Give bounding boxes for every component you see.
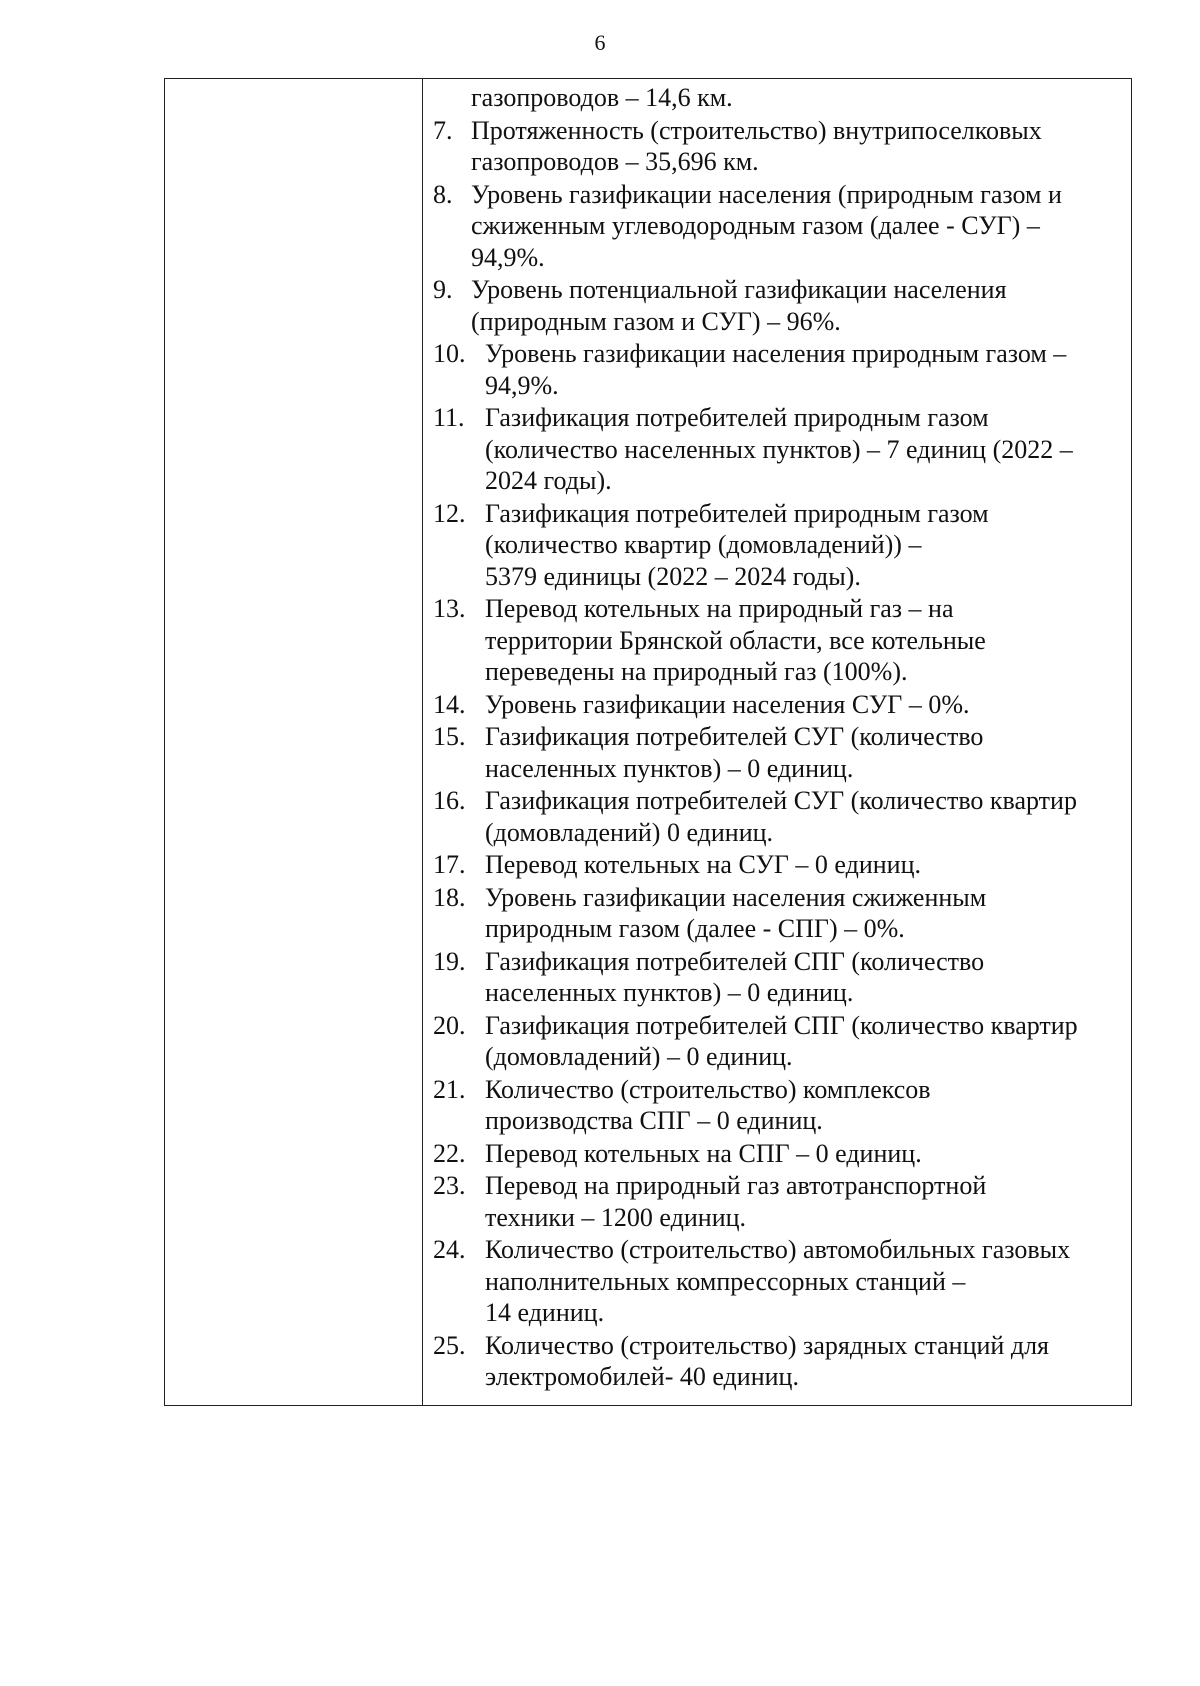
item-text-line: 94,9%.: [471, 242, 545, 272]
page-number: 6: [594, 30, 606, 55]
item-text-line: Перевод котельных на СПГ – 0 единиц.: [485, 1138, 922, 1168]
item-number: 9.: [433, 275, 453, 304]
list-item: [423, 689, 1123, 721]
item-text-line: Протяженность (строительство) внутрипоселковых: [471, 115, 1042, 145]
item-text-line: электромобилей- 40 единиц.: [485, 1362, 799, 1391]
item-text-line: 94,9%.: [485, 370, 559, 400]
item-number: 12.: [433, 498, 466, 528]
item-number: 21.: [433, 1074, 466, 1104]
item-text-line: производства СПГ – 0 единиц.: [485, 1106, 823, 1135]
item-number: 19.: [433, 946, 466, 976]
list-item: [423, 402, 1123, 497]
list-item: [423, 882, 1123, 945]
item-number: 23.: [433, 1171, 466, 1200]
item-text-line: техники – 1200 единиц.: [485, 1202, 747, 1232]
item-text-line: (домовладений) – 0 единиц.: [485, 1042, 793, 1071]
document-table: [164, 78, 1132, 1406]
item-number: 13.: [433, 594, 466, 623]
list-item: [423, 593, 1123, 688]
item-number: 24.: [433, 1235, 466, 1264]
list-item: [423, 1074, 1123, 1137]
list-item: [423, 338, 1123, 401]
item-text-line: Количество (строительство) зарядных станций для: [485, 1330, 1050, 1360]
item-number: 14.: [433, 689, 466, 719]
item-text-line: Газификация потребителей природным газом: [485, 403, 989, 432]
item-number: 25.: [433, 1330, 466, 1360]
item-text-line: Газификация потребителей СПГ (количество квартир: [485, 1010, 1078, 1040]
item-text-line: Уровень газификации населения СУГ – 0%.: [485, 689, 970, 719]
item-text-line: Уровень газификации населения (природным газом и: [471, 179, 1062, 209]
item-text-line: Количество (строительство) комплексов: [485, 1074, 931, 1104]
list-item: [423, 1010, 1123, 1073]
item-text-line: сжиженным углеводородным газом (далее - СУГ) –: [471, 211, 1040, 240]
item-text-line: природным газом (далее - СПГ) – 0%.: [485, 914, 905, 943]
list-item: [423, 274, 1123, 337]
item-text-line: (домовладений) 0 единиц.: [485, 817, 774, 847]
item-number: 17.: [433, 850, 466, 879]
item-text-line: 2024 годы).: [485, 466, 612, 495]
list-item: [423, 115, 1123, 178]
item-text-line: Газификация потребителей СУГ (количество квартир: [485, 786, 1077, 815]
item-number: 7.: [433, 115, 453, 145]
item-text-line: Газификация потребителей СУГ (количество: [485, 722, 984, 751]
list-item: [423, 498, 1123, 593]
item-text-line: наполнительных компрессорных станций –: [485, 1266, 966, 1296]
item-text-line: населенных пунктов) – 0 единиц.: [485, 978, 854, 1007]
item-number: 11.: [433, 403, 465, 432]
item-text-line: газопроводов – 35,696 км.: [471, 147, 759, 176]
list-item: [423, 1330, 1123, 1393]
item-number: 22.: [433, 1138, 466, 1168]
item-text-line: 5379 единицы (2022 – 2024 годы).: [485, 561, 861, 591]
item-text-line: Перевод на природный газ автотранспортной: [485, 1171, 987, 1200]
item-text-line: (количество населенных пунктов) – 7 единиц (2022 –: [485, 434, 1073, 464]
item-number: 18.: [433, 882, 466, 912]
list-item: [423, 721, 1123, 784]
item-text-line: Уровень газификации населения природным газом –: [485, 339, 1067, 368]
list-item: [423, 946, 1123, 1009]
item-text-line: (природным газом и СУГ) – 96%.: [471, 306, 841, 336]
list-item: [423, 1234, 1123, 1329]
item-text-line: Перевод котельных на СУГ – 0 единиц.: [485, 850, 921, 879]
item-text-line: Уровень газификации населения сжиженным: [485, 882, 987, 912]
item-number: 10.: [433, 339, 466, 368]
item-number: 8.: [433, 179, 453, 209]
item-number: 20.: [433, 1010, 466, 1040]
item-text-line: населенных пунктов) – 0 единиц.: [485, 753, 854, 783]
item-text-line: Уровень потенциальной газификации населения: [471, 275, 1007, 304]
item-number: 15.: [433, 722, 466, 751]
list-item: [423, 785, 1123, 848]
item-text-line: территории Брянской области, все котельные: [485, 625, 986, 655]
list-item: [423, 1170, 1123, 1233]
item-text-line: Количество (строительство) автомобильных газовых: [485, 1235, 1071, 1264]
item-text-line: (количество квартир (домовладений)) –: [485, 530, 922, 559]
item-number: 16.: [433, 786, 466, 815]
item-text-line: переведены на природный газ (100%).: [485, 657, 908, 686]
table-right-cell: [423, 82, 1123, 1394]
table-left-cell: [165, 79, 423, 1405]
continued-text: газопроводов – 14,6 км.: [471, 83, 733, 112]
item-text-line: Перевод котельных на природный газ – на: [485, 594, 954, 623]
list-item: [423, 179, 1123, 274]
list-item: [423, 849, 1123, 881]
item-text-line: Газификация потребителей СПГ (количество: [485, 946, 985, 976]
item-text-line: Газификация потребителей природным газом: [485, 498, 989, 528]
list-item: [423, 1138, 1123, 1170]
item-text-line: 14 единиц.: [485, 1298, 605, 1327]
